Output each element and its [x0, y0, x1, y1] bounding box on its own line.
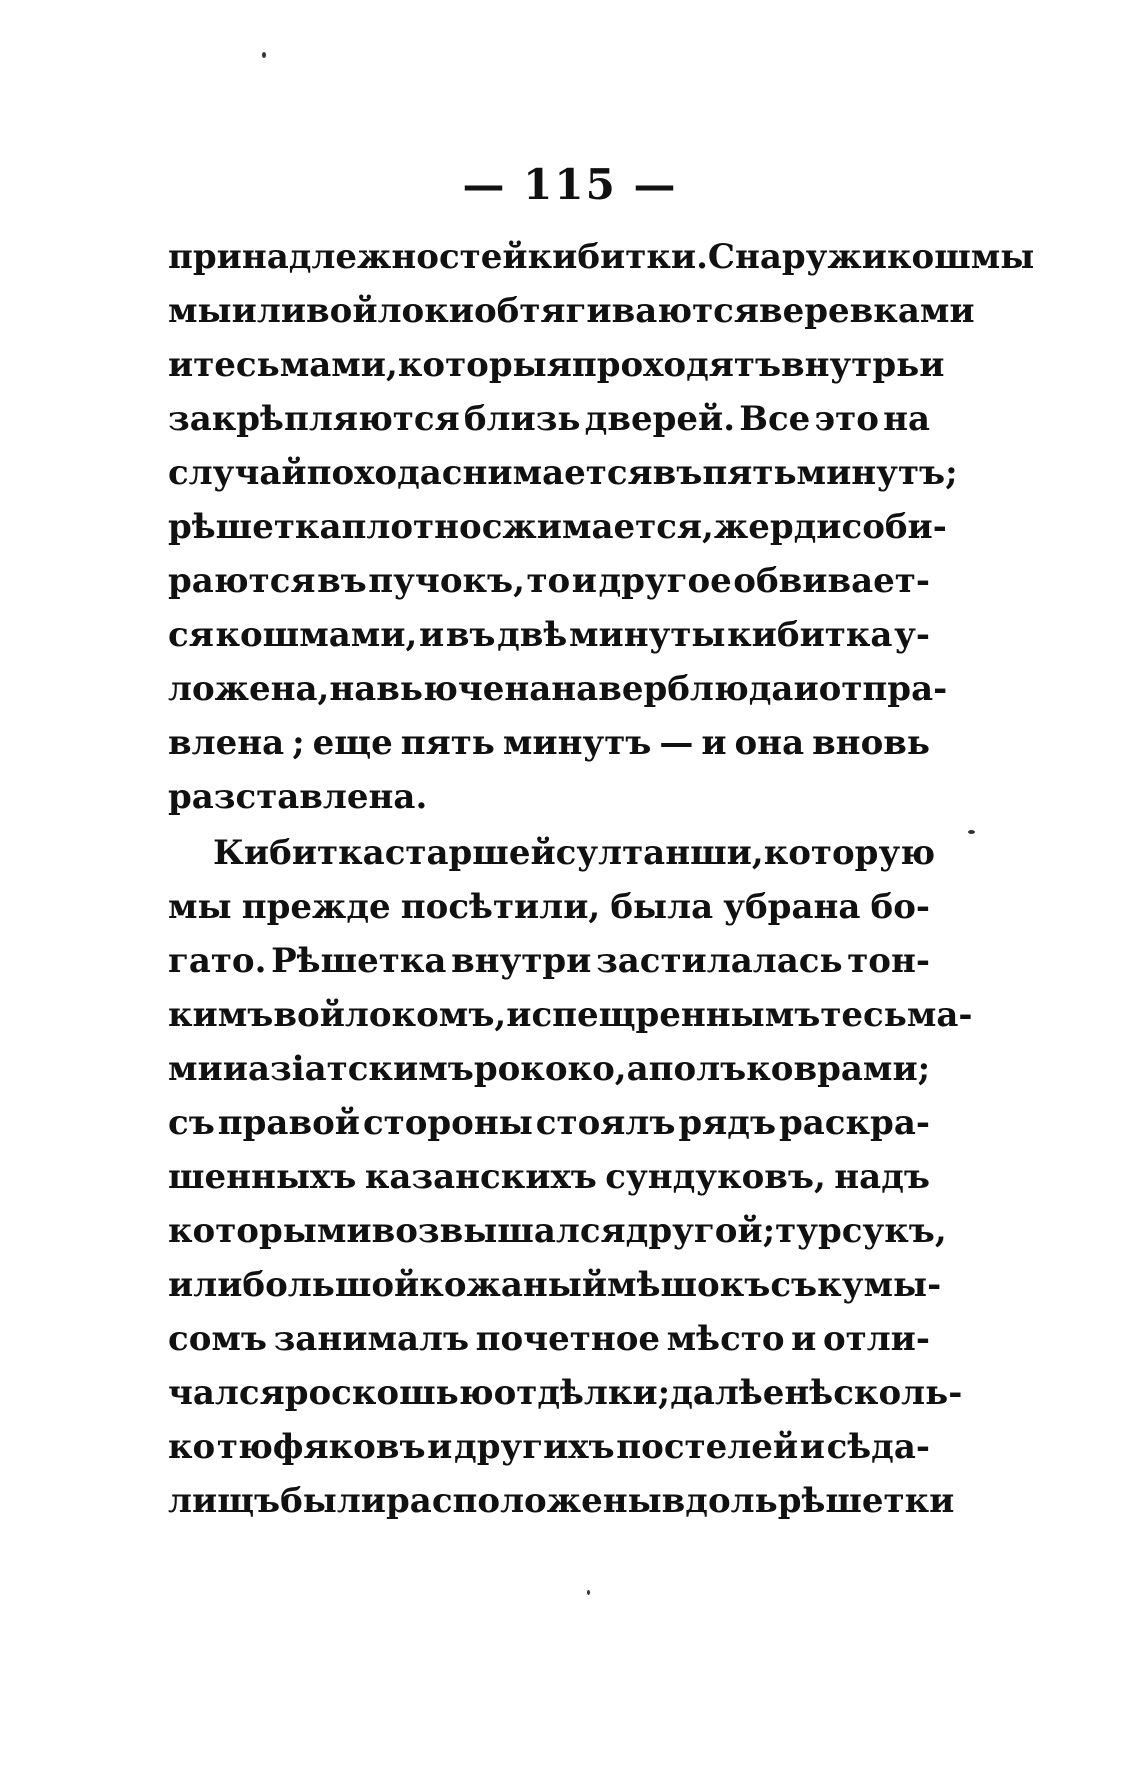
text-line: [168, 1474, 955, 1528]
word: рядъ: [678, 1103, 777, 1143]
word: и: [793, 669, 819, 709]
word: у-: [894, 615, 930, 655]
word: пять: [702, 453, 797, 493]
text-line: [168, 554, 930, 608]
word: турсукъ,: [775, 1211, 947, 1251]
word: обвивает-: [733, 561, 930, 601]
word: шенныхъ: [168, 1157, 357, 1197]
text-line: [168, 1420, 930, 1474]
word: ;: [657, 1373, 671, 1413]
word: надъ: [834, 1157, 930, 1197]
word: и: [571, 561, 597, 601]
word: рѣшетки: [777, 1481, 955, 1521]
text-line: [168, 1150, 930, 1204]
word: коврами;: [746, 1049, 931, 1089]
text-line: [168, 662, 948, 716]
word: другое: [598, 561, 732, 601]
word: бо-: [870, 887, 930, 927]
word: проходятъ: [571, 345, 782, 385]
word: или: [168, 1265, 243, 1305]
word: сѣда-: [826, 1427, 930, 1467]
word: близь: [463, 399, 581, 439]
word: внутрь: [781, 345, 920, 385]
word: ложена,: [168, 669, 330, 709]
word: влена: [168, 723, 285, 763]
word: въ: [652, 453, 703, 493]
word: мы: [168, 887, 232, 927]
word: или: [231, 291, 307, 331]
word: гато.: [168, 941, 267, 981]
word: тесьма-: [820, 995, 973, 1035]
word: и: [222, 1049, 248, 1089]
word: рококо,: [473, 1049, 627, 1089]
word: застилалась: [596, 941, 843, 981]
word: другой: [625, 1211, 763, 1251]
word: отдѣлки: [493, 1373, 658, 1413]
word: и: [427, 1427, 453, 1467]
word: тон-: [847, 941, 930, 981]
word: и: [168, 345, 194, 385]
word: дверей.: [584, 399, 736, 439]
word: рѣшетка: [168, 507, 342, 547]
word: на: [883, 399, 930, 439]
word: испещреннымъ: [506, 995, 821, 1035]
word: кумы-: [817, 1265, 942, 1305]
word: Все: [739, 399, 811, 439]
text-line: [168, 1312, 930, 1366]
word: внутри: [451, 941, 592, 981]
word: вдоль: [661, 1481, 778, 1521]
word: нѣсколь-: [784, 1373, 963, 1413]
word: мѣсто: [666, 1319, 785, 1359]
word: которыми: [168, 1211, 372, 1251]
page-number: — 115 —: [462, 160, 678, 209]
word: занималъ: [273, 1319, 470, 1359]
word: и: [701, 723, 727, 763]
word: и: [418, 615, 445, 655]
word: большой: [242, 1265, 420, 1305]
word: кошмы: [887, 237, 1035, 277]
word: въ: [317, 561, 367, 601]
word: кожаный: [419, 1265, 608, 1305]
word: навьючена: [329, 669, 552, 709]
word: пучокъ,: [368, 561, 525, 601]
word: ся: [168, 615, 214, 655]
text-line: [168, 1204, 947, 1258]
text-line: [168, 446, 958, 500]
word: кибитка: [727, 615, 893, 655]
word: она: [734, 723, 805, 763]
text-line: [168, 934, 930, 988]
word: которыя: [397, 345, 572, 385]
word: правой: [217, 1103, 360, 1143]
word: минутъ;: [796, 453, 958, 493]
word: пять: [400, 723, 495, 763]
word: посѣтили,: [400, 887, 601, 927]
word: ;: [292, 723, 305, 763]
text-line: [168, 608, 930, 662]
word: жерди: [713, 507, 842, 547]
word: другихъ: [454, 1427, 615, 1467]
word: верблюда: [598, 669, 794, 709]
word: ;: [762, 1211, 776, 1251]
word: тесьмами,: [193, 345, 398, 385]
text-line: [168, 392, 930, 446]
word: принадлежностей: [168, 237, 528, 277]
word: раются: [168, 561, 316, 601]
word: кибитки.: [527, 237, 708, 277]
word: Кибитка: [213, 833, 385, 873]
word: сундуковъ,: [605, 1157, 826, 1197]
text-line: [168, 1258, 942, 1312]
word: сжимается,: [481, 507, 714, 547]
word: далѣе: [670, 1373, 785, 1413]
word: двѣ: [497, 615, 568, 655]
word: казанскихъ: [364, 1157, 597, 1197]
word: и: [799, 1427, 825, 1467]
text-line: [168, 716, 930, 770]
word: убрана: [723, 887, 861, 927]
word: роскошью: [284, 1373, 494, 1413]
word: были: [280, 1481, 387, 1521]
word: Снаружи: [707, 237, 887, 277]
word: стоялъ: [535, 1103, 676, 1143]
word: лищъ: [168, 1481, 281, 1521]
word: на: [551, 669, 599, 709]
word: то: [526, 561, 571, 601]
text-line: [168, 284, 975, 338]
word: старшей: [384, 833, 556, 873]
word: въ: [445, 615, 496, 655]
word: и: [791, 1319, 817, 1359]
word: ми: [168, 1049, 223, 1089]
text-line: [168, 880, 930, 934]
word: кимъ: [168, 995, 274, 1035]
word: это: [814, 399, 879, 439]
word: снимается: [441, 453, 653, 493]
text-line: [168, 500, 947, 554]
word: вновь: [812, 723, 930, 763]
word: ко: [168, 1427, 216, 1467]
word: —: [659, 723, 694, 763]
text-line: [168, 1366, 963, 1420]
text-line: [168, 988, 973, 1042]
word: минутъ: [502, 723, 652, 763]
word: возвышался: [371, 1211, 626, 1251]
word: случай: [168, 453, 307, 493]
text-line: [168, 1096, 930, 1150]
text-line: [168, 230, 1035, 284]
ink-speck: [262, 52, 266, 58]
word: плотно: [341, 507, 482, 547]
word: которую: [763, 833, 936, 873]
word: мы: [168, 291, 232, 331]
word: тюфяковъ: [216, 1427, 426, 1467]
word: еще: [312, 723, 393, 763]
word: расположены: [386, 1481, 662, 1521]
word: была: [610, 887, 714, 927]
text-line: [168, 826, 936, 880]
word: закрѣпляются: [168, 399, 460, 439]
word: а: [626, 1049, 649, 1089]
word: постелей: [616, 1427, 799, 1467]
word: азіатскимъ: [247, 1049, 474, 1089]
word: обтягиваются: [474, 291, 759, 331]
word: почетное: [475, 1319, 661, 1359]
word: и: [919, 345, 945, 385]
ink-speck: [587, 1590, 590, 1595]
word: похода: [306, 453, 442, 493]
paragraph: [168, 230, 1035, 824]
paragraph: [168, 826, 973, 1528]
word: соби-: [841, 507, 947, 547]
text-line: [168, 338, 945, 392]
word: отли-: [822, 1319, 930, 1359]
ink-speck: [968, 830, 975, 834]
word: полъ: [648, 1049, 747, 1089]
word: отпра-: [818, 669, 948, 709]
word: султанши,: [555, 833, 764, 873]
text-line: разставлена.: [168, 777, 428, 817]
word: Рѣшетка: [271, 941, 447, 981]
word: кошмами,: [215, 615, 418, 655]
word: минуты: [568, 615, 726, 655]
word: войлоки: [306, 291, 474, 331]
word: сомъ: [168, 1319, 267, 1359]
word: веревками: [759, 291, 975, 331]
word: съ: [770, 1265, 818, 1305]
word: прежде: [241, 887, 391, 927]
word: мѣшокъ: [607, 1265, 771, 1305]
word: чался: [168, 1373, 285, 1413]
word: войлокомъ,: [273, 995, 507, 1035]
word: съ: [168, 1103, 215, 1143]
body-text: [168, 230, 1035, 1528]
text-line: [168, 1042, 930, 1096]
word: раскра-: [779, 1103, 930, 1143]
word: стороны: [362, 1103, 533, 1143]
